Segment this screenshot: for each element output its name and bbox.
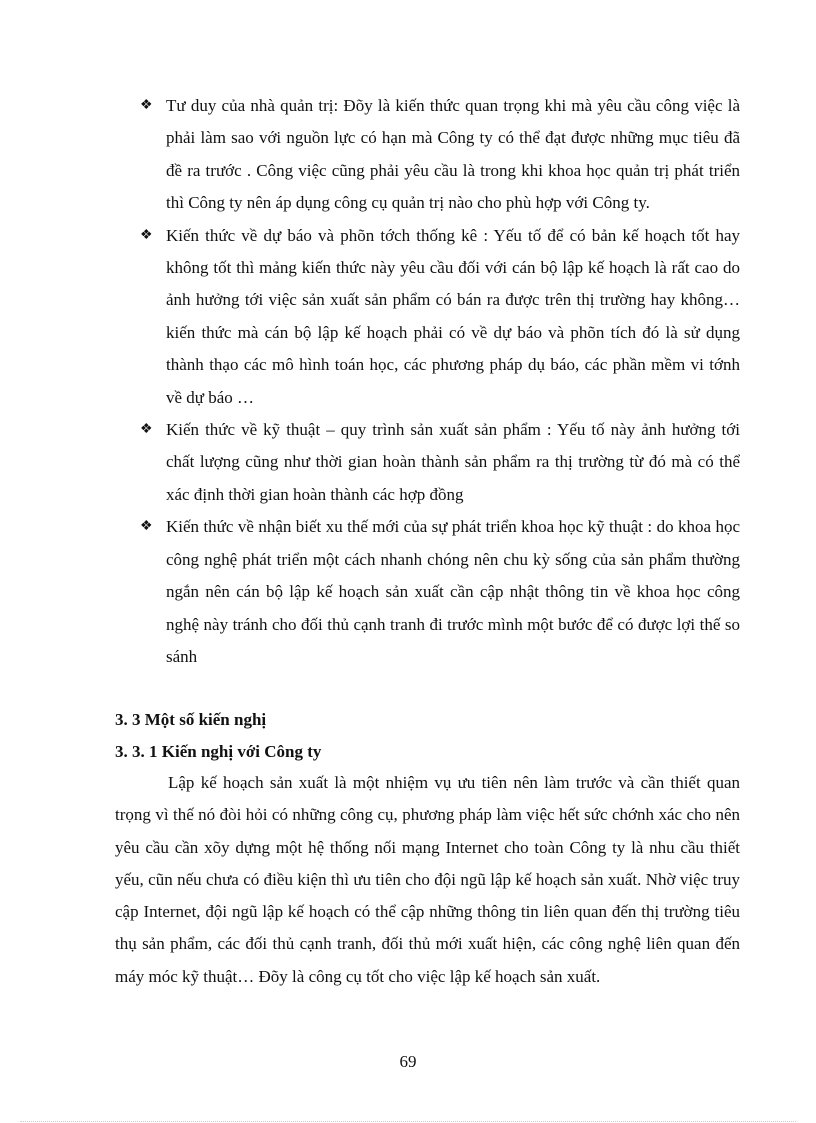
bullet-text: Kiến thức về dự báo và phõn tớch thống kê : Yếu tố để có bản kế hoạch tốt hay không tốt thì mảng kiến thức này yêu cầu đối với cán bộ lập kế hoạch là rất cao do ảnh hưởng tới việc sản xuất sản phẩm có bán ra được trên thị trường hay không…kiến thức mà cán bộ lập kế hoạch phải có về dự báo và phõn tích đó là sử dụng thành thạo các mô hình toán học, các phương pháp dụ báo, các phần mềm vi tớnh về dự báo … [166, 225, 740, 407]
page-number: 69 [399, 1052, 417, 1071]
bullet-list [140, 90, 740, 673]
bullet-item [140, 90, 740, 220]
diamond-bullet-icon: ❖ [140, 98, 153, 113]
body-paragraph: Lập kế hoạch sản xuất là một nhiệm vụ ưu tiên nên làm trước và cần thiết quan trọng vì thế nó đòi hỏi có những công cụ, phương pháp làm việc hết sức chớnh xác cho nên yêu cầu cần xõy dựng một hệ thống nối mạng Internet cho toàn Công ty là nhu cầu thiết yếu, cũn nếu chưa có điều kiện thì ưu tiên cho đội ngũ lập kế hoạch sản xuất. Nhờ việc truy cập Internet, đội ngũ lập kế hoạch có thể cập những thông tin liên quan đến thị trường tiêu thụ sản phẩm, các đối thủ cạnh tranh, đối thủ mới xuất hiện, các công nghệ liên quan đến máy móc kỹ thuật… Đõy là công cụ tốt cho việc lập kế hoạch sản xuất. [115, 773, 740, 986]
bullet-text: Kiến thức về kỹ thuật – quy trình sản xuất sản phẩm : Yếu tố này ảnh hưởng tới chất lượng cũng như thời gian hoàn thành sản phẩm ra thị trường từ đó mà có thể xác định thời gian hoàn thành các hợp đồng [166, 420, 740, 504]
diamond-bullet-icon: ❖ [140, 227, 153, 243]
subsection-heading: 3. 3. 1 Kiến nghị với Công ty [115, 742, 322, 761]
diamond-bullet-icon: ❖ [140, 422, 153, 438]
page-bottom-divider [20, 1121, 796, 1122]
bullet-text: Tư duy của nhà quản trị: Đõy là kiến thức quan trọng khi mà yêu cầu công việc là phải làm sao với nguồn lực có hạn mà Công ty có thể đạt được những mục tiêu đã đề ra trước . Công việc cũng phải yêu cầu là trong khi khoa học quản trị phát triển thì Công ty nên áp dụng công cụ quản trị nào cho phù hợp với Công ty. [166, 96, 740, 213]
section-heading: 3. 3 Một số kiến nghị [115, 710, 267, 729]
bullet-item [140, 511, 740, 673]
diamond-bullet-icon: ❖ [140, 519, 153, 535]
bullet-item [140, 220, 740, 414]
bullet-text: Kiến thức về nhận biết xu thế mới của sự phát triển khoa học kỹ thuật : do khoa học công nghệ phát triển một cách nhanh chóng nên chu kỳ sống của sản phẩm thường ngắn nên cán bộ lập kế hoạch sản xuất cần cập nhật thông tin về khoa học công nghệ này tránh cho đối thủ cạnh tranh đi trước mình một bước để có được lợi thế so sánh [166, 517, 740, 666]
bullet-item [140, 414, 740, 511]
